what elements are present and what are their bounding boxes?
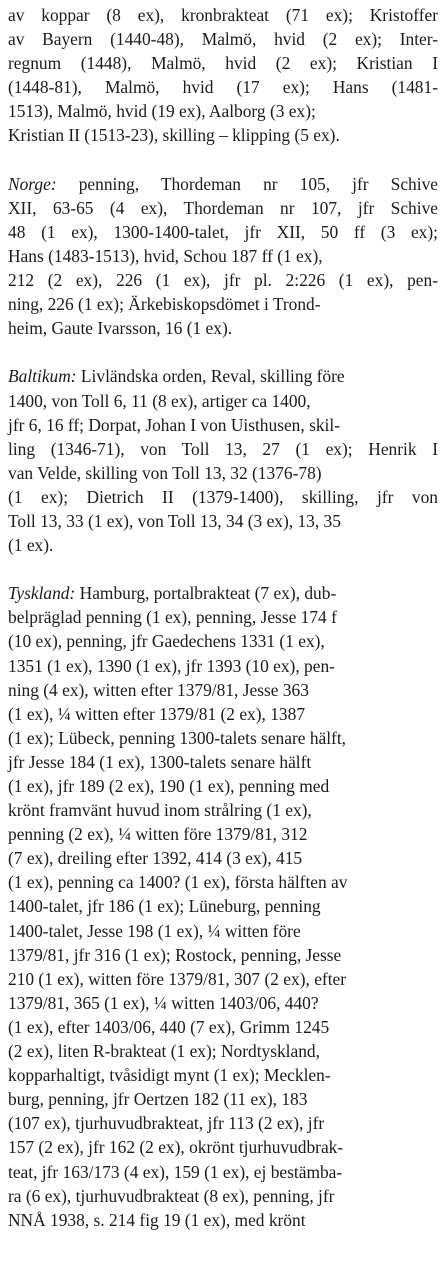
- text-line: kopparhaltigt, tvåsidigt mynt (1 ex); Mecklen-: [8, 1065, 331, 1086]
- text-line: (1 ex), efter 1403/06, 440 (7 ex), Grimm 1245: [8, 1016, 330, 1037]
- text-line: (1 ex), ¼ witten efter 1379/81 (2 ex), 1387: [8, 703, 306, 724]
- text-line: (1 ex).: [8, 535, 54, 556]
- text-line: 157 (2 ex), jfr 162 (2 ex), okrönt tjurhuvudbrak-: [8, 1137, 344, 1158]
- text-line: (1 ex); Lübeck, penning 1300-talets senare hälft,: [8, 727, 347, 748]
- section-heading-norge: Norge:: [8, 173, 57, 194]
- text-line: (1448-81), Malmö, hvid (17 ex); Hans (1481-: [8, 77, 438, 98]
- text-line: NNÅ 1938, s. 214 fig 19 (1 ex), med krönt: [8, 1209, 306, 1230]
- text-line: 1400-talet, Jesse 198 (1 ex), ¼ witten före: [8, 920, 301, 941]
- section-heading-baltikum: Baltikum:: [8, 366, 77, 387]
- text-line: (10 ex), penning, jfr Gaedechens 1331 (1 ex),: [8, 631, 325, 652]
- text-line-rest: penning, Thordeman nr 105, jfr Schive: [56, 173, 438, 194]
- text-line: 1513), Malmö, hvid (19 ex), Aalborg (3 ex);: [8, 101, 316, 122]
- text-line: [8, 172, 438, 196]
- paragraph-gap: [8, 557, 438, 581]
- text-line: ning (4 ex), witten efter 1379/81, Jesse 363: [8, 679, 309, 700]
- text-line: Hans (1483-1513), hvid, Schou 187 ff (1 ex),: [8, 245, 323, 266]
- text-line: (1 ex), jfr 189 (2 ex), 190 (1 ex), penning med: [8, 776, 330, 796]
- paragraph-gap: [8, 340, 438, 364]
- text-line: Kristian II (1513-23), skilling – klipping (5 ex).: [8, 125, 340, 146]
- text-line: (1 ex); Dietrich II (1379-1400), skilling, jfr von: [8, 486, 438, 507]
- text-line: (2 ex), liten R-brakteat (1 ex); Nordtyskland,: [8, 1041, 320, 1062]
- text-line: jfr Jesse 184 (1 ex), 1300-talets senare hälft: [8, 751, 312, 772]
- text-line: av Bayern (1440-48), Malmö, hvid (2 ex); Inter-: [8, 29, 438, 50]
- text-line: belpräglad penning (1 ex), penning, Jesse 174 f: [8, 607, 337, 628]
- text-line: [8, 364, 438, 388]
- paragraph-norge: [8, 172, 438, 341]
- section-heading-tyskland: Tyskland:: [8, 583, 76, 604]
- text-line-rest: Livländska orden, Reval, skilling före: [76, 366, 345, 387]
- text-line: penning (2 ex), ¼ witten före 1379/81, 312: [8, 824, 308, 845]
- text-line: ra (6 ex), tjurhuvudbrakteat (8 ex), penning, jfr: [8, 1185, 335, 1206]
- text-line: 1400-talet, jfr 186 (1 ex); Lüneburg, penning: [8, 896, 321, 917]
- text-line: 1379/81, 365 (1 ex), ¼ witten 1403/06, 440?: [8, 992, 319, 1013]
- text-line: (107 ex), tjurhuvudbrakteat, jfr 113 (2 ex), jfr: [8, 1113, 325, 1134]
- text-line: ling (1346-71), von Toll 13, 27 (1 ex); Henrik I: [8, 438, 438, 459]
- text-line: 1351 (1 ex), 1390 (1 ex), jfr 1393 (10 ex), pen-: [8, 655, 335, 676]
- text-line-rest: Hamburg, portalbrakteat (7 ex), dub-: [75, 583, 337, 604]
- text-line: 1400, von Toll 6, 11 (8 ex), artiger ca 1400,: [8, 390, 311, 411]
- text-line: krönt framvänt huvud inom strålring (1 ex),: [8, 800, 312, 821]
- paragraph-tyskland: [8, 581, 438, 1232]
- text-line: (7 ex), dreiling efter 1392, 414 (3 ex), 415: [8, 848, 303, 869]
- text-line: regnum (1448), Malmö, hvid (2 ex); Kristian I: [8, 53, 438, 74]
- text-line: 48 (1 ex), 1300-1400-talet, jfr XII, 50 ff (3 ex);: [8, 221, 438, 242]
- text-line: jfr 6, 16 ff; Dorpat, Johan I von Uisthusen, skil-: [8, 414, 340, 435]
- text-line: Toll 13, 33 (1 ex), von Toll 13, 34 (3 ex), 13, 35: [8, 510, 341, 531]
- paragraph-baltikum: [8, 364, 438, 557]
- text-line: burg, penning, jfr Oertzen 182 (11 ex), 183: [8, 1089, 308, 1110]
- text-line: van Velde, skilling von Toll 13, 32 (1376-78): [8, 462, 322, 483]
- text-line: XII, 63-65 (4 ex), Thordeman nr 107, jfr Schive: [8, 197, 438, 218]
- text-line: ning, 226 (1 ex); Ärkebiskopsdömet i Trond-: [8, 294, 321, 315]
- text-line: (1 ex), penning ca 1400? (1 ex), första hälften av: [8, 872, 348, 893]
- text-line: teat, jfr 163/173 (4 ex), 159 (1 ex), ej bestämba-: [8, 1161, 343, 1182]
- text-line: 212 (2 ex), 226 (1 ex), jfr pl. 2:226 (1 ex), pen-: [8, 270, 438, 291]
- document-page: [8, 3, 438, 1232]
- text-line: [8, 581, 438, 605]
- paragraph-gap: [8, 148, 438, 172]
- text-line: 210 (1 ex), witten före 1379/81, 307 (2 ex), efter: [8, 968, 347, 989]
- text-line: heim, Gaute Ivarsson, 16 (1 ex).: [8, 318, 233, 339]
- text-line: av koppar (8 ex), kronbrakteat (71 ex); Kristoffer: [8, 5, 438, 25]
- paragraph-denmark: [8, 3, 438, 148]
- text-line: 1379/81, jfr 316 (1 ex); Rostock, penning, Jesse: [8, 944, 342, 965]
